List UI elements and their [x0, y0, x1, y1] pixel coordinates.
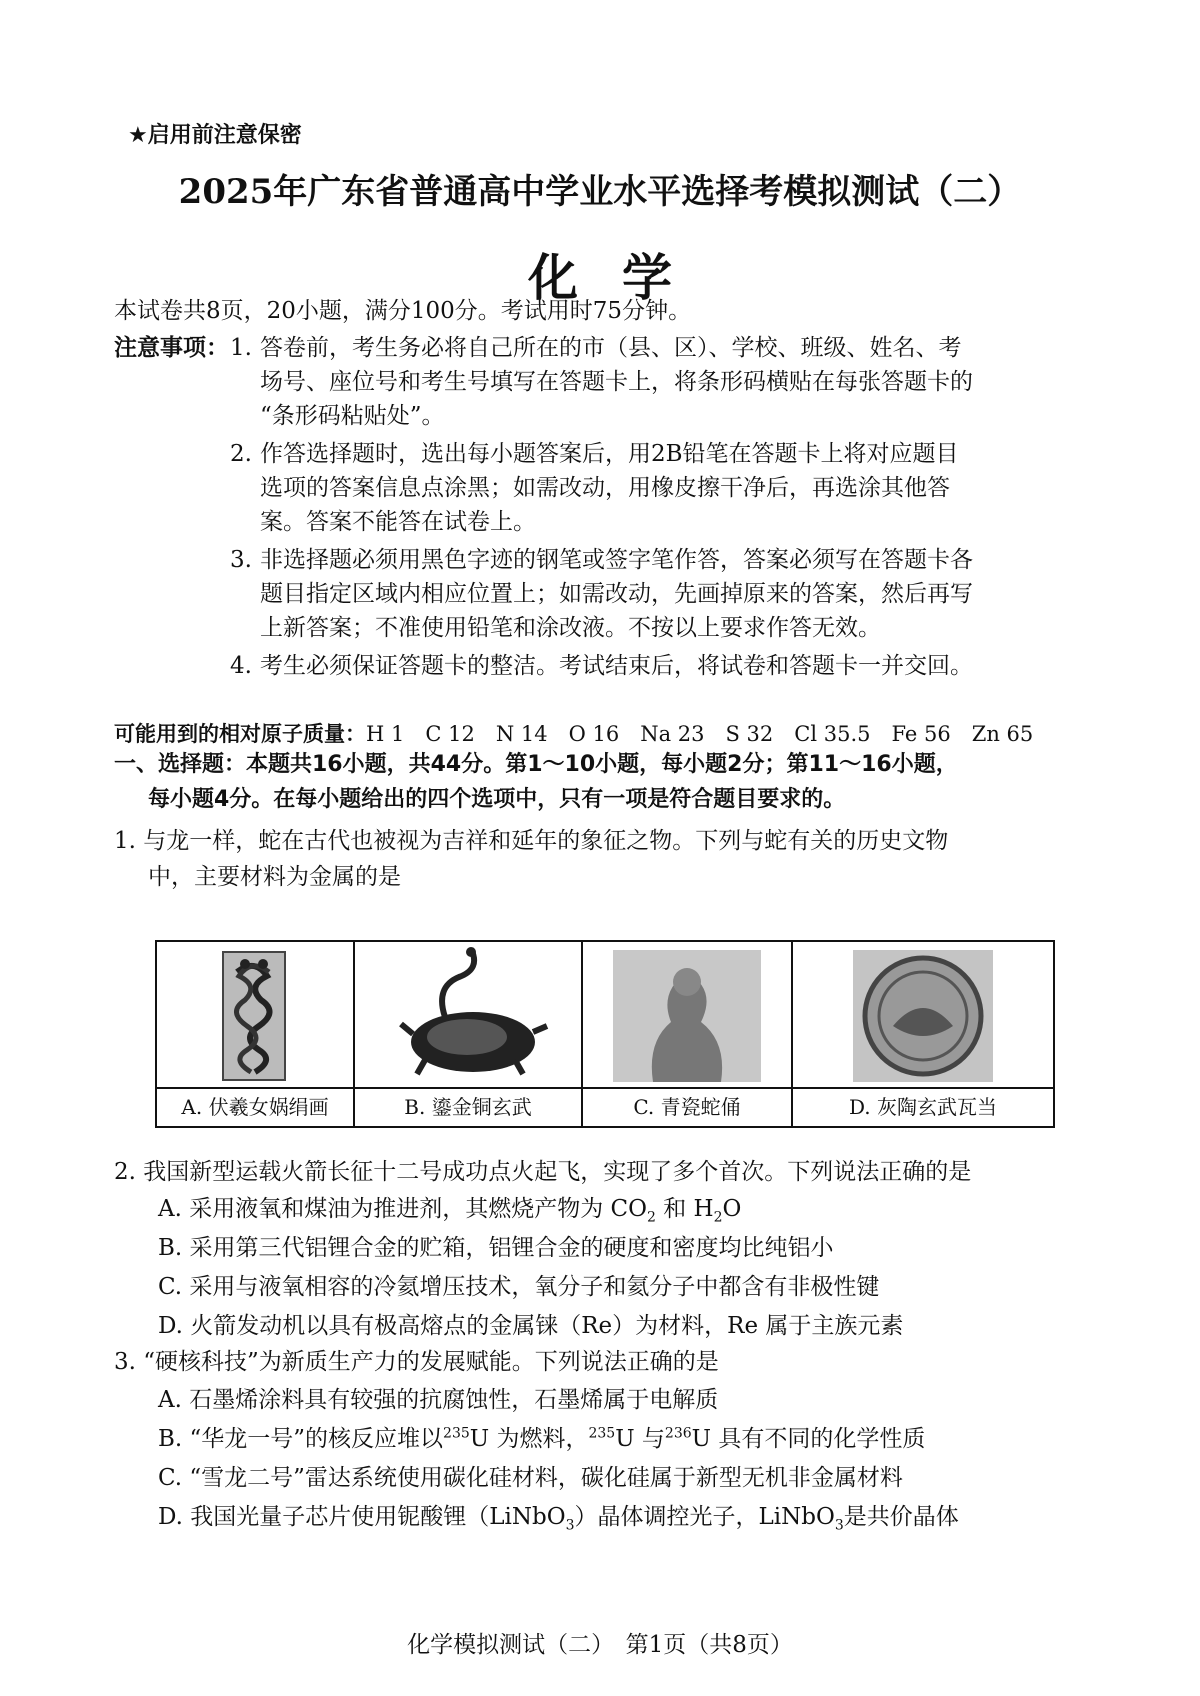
option-b-caption: B. 鎏金铜玄武	[355, 1087, 581, 1126]
atomic-masses-values: H 1 C 12 N 14 O 16 Na 23 S 32 Cl 35.5 Fe 56 Zn 65	[366, 722, 1034, 746]
artifact-figure-table	[155, 940, 1055, 1128]
notice-item-line: 非选择题必须用黑色字迹的钢笔或签字笔作答，答案必须写在答题卡各	[260, 547, 973, 573]
section-heading: 一、选择题：本题共16小题，共44分。第1～10小题，每小题2分；第11～16小题，	[114, 752, 958, 777]
option-c-caption: C. 青瓷蛇俑	[583, 1087, 791, 1126]
notice-item-line: “条形码粘贴处”。	[260, 403, 445, 429]
artifact-cell	[157, 942, 355, 1126]
question-2-option-d: D. 火箭发动机以具有极高熔点的金属铼（Re）为材料，Re 属于主族元素	[158, 1313, 904, 1339]
notice-item-number: 3.	[230, 547, 252, 573]
gilt-bronze-xuanwu-image	[355, 942, 581, 1087]
question-3-stem: 3. “硬核科技”为新质生产力的发展赋能。下列说法正确的是	[114, 1349, 719, 1375]
confidential-label: ★启用前注意保密	[128, 123, 302, 148]
page-footer: 化学模拟测试（二） 第1页（共8页）	[407, 1632, 793, 1658]
question-1-stem: 1. 与龙一样，蛇在古代也被视为吉祥和延年的象征之物。下列与蛇有关的历史文物	[114, 828, 949, 854]
notice-item-line: 作答选择题时，选出每小题答案后，用2B铅笔在答题卡上将对应题目	[260, 441, 959, 467]
notice-item-line: 场号、座位号和考生号填写在答题卡上，将条形码横贴在每张答题卡的	[260, 369, 973, 395]
section-heading-cont: 每小题4分。在每小题给出的四个选项中，只有一项是符合题目要求的。	[148, 787, 846, 812]
notice-item-number: 2.	[230, 441, 252, 467]
artifact-cell	[355, 942, 583, 1126]
notice-item-line: 考生必须保证答题卡的整洁。考试结束后，将试卷和答题卡一并交回。	[260, 653, 973, 679]
celadon-snake-figurine-image	[583, 942, 791, 1087]
question-2-option-c: C. 采用与液氧相容的冷氦增压技术，氧分子和氦分子中都含有非极性键	[158, 1274, 880, 1300]
question-3-option-b: B. “华龙一号”的核反应堆以$^{235}$U 为燃料，$^{235}$U 与$^{236}$U 具有不同的化学性质	[158, 1425, 926, 1452]
question-3-option-a: A. 石墨烯涂料具有较强的抗腐蚀性，石墨烯属于电解质	[158, 1387, 719, 1413]
grey-pottery-tile-end-image	[793, 942, 1053, 1087]
artifact-cell	[583, 942, 793, 1126]
question-2-option-a: A. 采用液氧和煤油为推进剂，其燃烧产物为 $CO_2$ 和 $H_2O$	[158, 1196, 742, 1226]
subject-title: 化学	[528, 248, 716, 307]
question-3-option-d: D. 我国光量子芯片使用铌酸锂（LiNbO$_3$）晶体调控光子，LiNbO$_3$是共价晶体	[158, 1504, 959, 1534]
option-d-caption: D. 灰陶玄武瓦当	[793, 1087, 1053, 1126]
atomic-masses-line	[114, 718, 1033, 748]
notice-item-line: 答卷前，考生务必将自己所在的市（县、区）、学校、班级、姓名、考	[260, 335, 962, 361]
artifact-cell	[793, 942, 1053, 1126]
question-2-option-b: B. 采用第三代铝锂合金的贮箱，铝锂合金的硬度和密度均比纯铝小	[158, 1235, 834, 1261]
question-2-stem: 2. 我国新型运载火箭长征十二号成功点火起飞，实现了多个首次。下列说法正确的是	[114, 1159, 972, 1185]
exam-title: 2025年广东省普通高中学业水平选择考模拟测试（二）	[178, 172, 1022, 212]
question-3-option-c: C. “雪龙二号”雷达系统使用碳化硅材料，碳化硅属于新型无机非金属材料	[158, 1465, 903, 1491]
notice-label: 注意事项：	[114, 335, 229, 361]
notice-item-line: 题目指定区域内相应位置上；如需改动，先画掉原来的答案，然后再写	[260, 581, 973, 607]
question-1-stem-cont: 中，主要材料为金属的是	[148, 864, 401, 890]
notice-item-number: 1.	[230, 335, 252, 361]
notice-item-line: 上新答案；不准使用铅笔和涂改液。不按以上要求作答无效。	[260, 615, 881, 641]
exam-intro: 本试卷共8页，20小题，满分100分。考试用时75分钟。	[114, 298, 692, 324]
notice-item-line: 选项的答案信息点涂黑；如需改动，用橡皮擦干净后，再选涂其他答	[260, 475, 950, 501]
notice-item-number: 4.	[230, 653, 252, 679]
atomic-masses-label: 可能用到的相对原子质量：	[114, 722, 366, 746]
option-a-caption: A. 伏羲女娲绢画	[157, 1087, 353, 1126]
notice-item-line: 案。答案不能答在试卷上。	[260, 509, 536, 535]
silk-painting-image	[157, 942, 353, 1087]
